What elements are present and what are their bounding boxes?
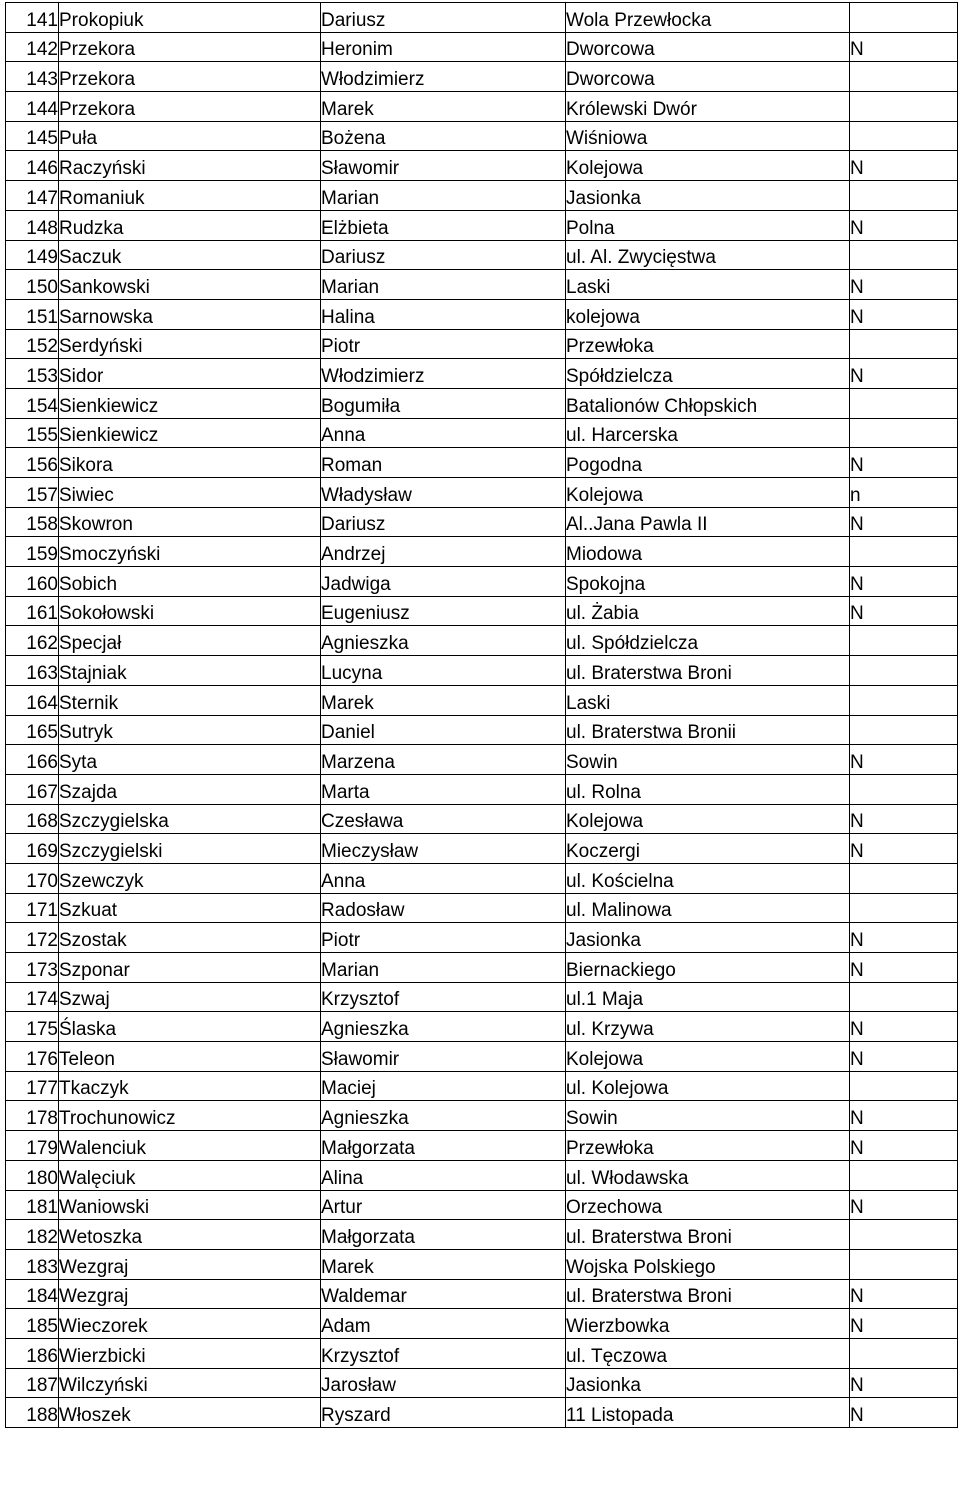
street-cell: Biernackiego	[566, 953, 850, 983]
row-number: 175	[6, 1012, 59, 1042]
row-number: 169	[6, 834, 59, 864]
flag-cell: N	[850, 834, 958, 864]
flag-cell: N	[850, 448, 958, 478]
row-number: 180	[6, 1160, 59, 1190]
row-number: 170	[6, 863, 59, 893]
first-name-cell: Marzena	[321, 745, 566, 775]
first-name-cell: Włodzimierz	[321, 359, 566, 389]
row-number: 146	[6, 151, 59, 181]
first-name-cell: Czesława	[321, 804, 566, 834]
street-cell: Sowin	[566, 1101, 850, 1131]
first-name-cell: Mieczysław	[321, 834, 566, 864]
first-name-cell: Bogumiła	[321, 388, 566, 418]
flag-cell	[850, 1071, 958, 1101]
table-row	[6, 1190, 958, 1220]
flag-cell	[850, 893, 958, 923]
first-name-cell: Krzysztof	[321, 1338, 566, 1368]
flag-cell: n	[850, 478, 958, 508]
last-name-cell: Sidor	[59, 359, 321, 389]
last-name-cell: Szajda	[59, 774, 321, 804]
row-number: 183	[6, 1249, 59, 1279]
table-row	[6, 626, 958, 656]
street-cell: Pogodna	[566, 448, 850, 478]
row-number: 148	[6, 210, 59, 240]
street-cell: ul. Braterstwa Broni	[566, 1220, 850, 1250]
first-name-cell: Radosław	[321, 893, 566, 923]
flag-cell	[850, 181, 958, 211]
street-cell: Spółdzielcza	[566, 359, 850, 389]
flag-cell	[850, 418, 958, 448]
row-number: 182	[6, 1220, 59, 1250]
street-cell: Spokojna	[566, 567, 850, 597]
flag-cell	[850, 3, 958, 33]
street-cell: Przewłoka	[566, 329, 850, 359]
first-name-cell: Maciej	[321, 1071, 566, 1101]
flag-cell: N	[850, 32, 958, 62]
street-cell: ul. Braterstwa Broni	[566, 1279, 850, 1309]
flag-cell: N	[850, 804, 958, 834]
street-cell: Kolejowa	[566, 478, 850, 508]
street-cell: ul. Harcerska	[566, 418, 850, 448]
row-number: 154	[6, 388, 59, 418]
table-row	[6, 388, 958, 418]
first-name-cell: Waldemar	[321, 1279, 566, 1309]
first-name-cell: Heronim	[321, 32, 566, 62]
table-row	[6, 329, 958, 359]
table-row	[6, 270, 958, 300]
flag-cell	[850, 863, 958, 893]
last-name-cell: Walęciuk	[59, 1160, 321, 1190]
last-name-cell: Szkuat	[59, 893, 321, 923]
street-cell: Orzechowa	[566, 1190, 850, 1220]
last-name-cell: Tkaczyk	[59, 1071, 321, 1101]
first-name-cell: Sławomir	[321, 151, 566, 181]
first-name-cell: Anna	[321, 863, 566, 893]
flag-cell	[850, 329, 958, 359]
flag-cell: N	[850, 359, 958, 389]
table-row	[6, 1071, 958, 1101]
flag-cell	[850, 982, 958, 1012]
first-name-cell: Ryszard	[321, 1398, 566, 1428]
first-name-cell: Elżbieta	[321, 210, 566, 240]
street-cell: ul.1 Maja	[566, 982, 850, 1012]
street-cell: Przewłoka	[566, 1131, 850, 1161]
last-name-cell: Szczygielska	[59, 804, 321, 834]
flag-cell: N	[850, 210, 958, 240]
first-name-cell: Daniel	[321, 715, 566, 745]
table-row	[6, 804, 958, 834]
flag-cell	[850, 388, 958, 418]
table-row	[6, 1338, 958, 1368]
table-row	[6, 448, 958, 478]
table-row	[6, 299, 958, 329]
last-name-cell: Serdyński	[59, 329, 321, 359]
last-name-cell: Wieczorek	[59, 1309, 321, 1339]
row-number: 158	[6, 507, 59, 537]
last-name-cell: Waniowski	[59, 1190, 321, 1220]
street-cell: 11 Listopada	[566, 1398, 850, 1428]
table-row	[6, 863, 958, 893]
street-cell: ul. Kolejowa	[566, 1071, 850, 1101]
first-name-cell: Włodzimierz	[321, 62, 566, 92]
street-cell: Wojska Polskiego	[566, 1249, 850, 1279]
flag-cell	[850, 715, 958, 745]
flag-cell: N	[850, 299, 958, 329]
street-cell: Sowin	[566, 745, 850, 775]
first-name-cell: Marek	[321, 92, 566, 122]
row-number: 157	[6, 478, 59, 508]
row-number: 165	[6, 715, 59, 745]
first-name-cell: Piotr	[321, 329, 566, 359]
flag-cell: N	[850, 1190, 958, 1220]
street-cell: ul. Braterstwa Broni	[566, 656, 850, 686]
street-cell: Batalionów Chłopskich	[566, 388, 850, 418]
last-name-cell: Przekora	[59, 92, 321, 122]
last-name-cell: Specjał	[59, 626, 321, 656]
roster-table	[5, 2, 958, 1428]
table-row	[6, 181, 958, 211]
table-row	[6, 537, 958, 567]
flag-cell	[850, 537, 958, 567]
flag-cell	[850, 1160, 958, 1190]
row-number: 152	[6, 329, 59, 359]
first-name-cell: Małgorzata	[321, 1131, 566, 1161]
table-row	[6, 656, 958, 686]
row-number: 179	[6, 1131, 59, 1161]
street-cell: ul. Tęczowa	[566, 1338, 850, 1368]
last-name-cell: Puła	[59, 121, 321, 151]
last-name-cell: Sikora	[59, 448, 321, 478]
street-cell: Koczergi	[566, 834, 850, 864]
last-name-cell: Romaniuk	[59, 181, 321, 211]
flag-cell: N	[850, 953, 958, 983]
row-number: 142	[6, 32, 59, 62]
row-number: 166	[6, 745, 59, 775]
row-number: 173	[6, 953, 59, 983]
first-name-cell: Lucyna	[321, 656, 566, 686]
row-number: 159	[6, 537, 59, 567]
street-cell: ul. Kościelna	[566, 863, 850, 893]
first-name-cell: Halina	[321, 299, 566, 329]
street-cell: ul. Malinowa	[566, 893, 850, 923]
last-name-cell: Trochunowicz	[59, 1101, 321, 1131]
flag-cell: N	[850, 745, 958, 775]
street-cell: ul. Al. Zwycięstwa	[566, 240, 850, 270]
row-number: 187	[6, 1368, 59, 1398]
last-name-cell: Sobich	[59, 567, 321, 597]
last-name-cell: Sutryk	[59, 715, 321, 745]
first-name-cell: Jadwiga	[321, 567, 566, 597]
table-row	[6, 1309, 958, 1339]
last-name-cell: Szponar	[59, 953, 321, 983]
flag-cell: N	[850, 1368, 958, 1398]
row-number: 155	[6, 418, 59, 448]
table-row	[6, 567, 958, 597]
last-name-cell: Prokopiuk	[59, 3, 321, 33]
row-number: 143	[6, 62, 59, 92]
street-cell: Wierzbowka	[566, 1309, 850, 1339]
last-name-cell: Szwaj	[59, 982, 321, 1012]
row-number: 171	[6, 893, 59, 923]
row-number: 176	[6, 1042, 59, 1072]
table-row	[6, 121, 958, 151]
last-name-cell: Szostak	[59, 923, 321, 953]
row-number: 162	[6, 626, 59, 656]
table-row	[6, 715, 958, 745]
row-number: 160	[6, 567, 59, 597]
first-name-cell: Agnieszka	[321, 1101, 566, 1131]
table-row	[6, 507, 958, 537]
last-name-cell: Przekora	[59, 62, 321, 92]
flag-cell: N	[850, 1398, 958, 1428]
table-row	[6, 745, 958, 775]
table-row	[6, 3, 958, 33]
last-name-cell: Stajniak	[59, 656, 321, 686]
table-row	[6, 478, 958, 508]
last-name-cell: Smoczyński	[59, 537, 321, 567]
table-row	[6, 1220, 958, 1250]
table-row	[6, 893, 958, 923]
first-name-cell: Roman	[321, 448, 566, 478]
table-row	[6, 923, 958, 953]
table-row	[6, 1368, 958, 1398]
flag-cell: N	[850, 1279, 958, 1309]
first-name-cell: Marek	[321, 1249, 566, 1279]
last-name-cell: Sokołowski	[59, 596, 321, 626]
flag-cell: N	[850, 507, 958, 537]
last-name-cell: Sienkiewicz	[59, 418, 321, 448]
row-number: 161	[6, 596, 59, 626]
last-name-cell: Wetoszka	[59, 1220, 321, 1250]
flag-cell	[850, 240, 958, 270]
first-name-cell: Dariusz	[321, 507, 566, 537]
flag-cell: N	[850, 151, 958, 181]
street-cell: Jasionka	[566, 1368, 850, 1398]
last-name-cell: Teleon	[59, 1042, 321, 1072]
flag-cell: N	[850, 270, 958, 300]
street-cell: Wola Przewłocka	[566, 3, 850, 33]
flag-cell: N	[850, 567, 958, 597]
flag-cell	[850, 62, 958, 92]
table-row	[6, 1042, 958, 1072]
street-cell: Polna	[566, 210, 850, 240]
street-cell: ul. Rolna	[566, 774, 850, 804]
table-row	[6, 1249, 958, 1279]
last-name-cell: Siwiec	[59, 478, 321, 508]
first-name-cell: Krzysztof	[321, 982, 566, 1012]
street-cell: Wiśniowa	[566, 121, 850, 151]
row-number: 147	[6, 181, 59, 211]
flag-cell	[850, 774, 958, 804]
table-row	[6, 1160, 958, 1190]
row-number: 178	[6, 1101, 59, 1131]
row-number: 145	[6, 121, 59, 151]
table-row	[6, 1012, 958, 1042]
street-cell: Al..Jana Pawla II	[566, 507, 850, 537]
row-number: 184	[6, 1279, 59, 1309]
table-row	[6, 774, 958, 804]
flag-cell	[850, 92, 958, 122]
table-row	[6, 982, 958, 1012]
street-cell: Laski	[566, 685, 850, 715]
last-name-cell: Syta	[59, 745, 321, 775]
row-number: 181	[6, 1190, 59, 1220]
first-name-cell: Bożena	[321, 121, 566, 151]
street-cell: ul. Krzywa	[566, 1012, 850, 1042]
table-row	[6, 834, 958, 864]
table-row	[6, 359, 958, 389]
table-row	[6, 685, 958, 715]
first-name-cell: Marian	[321, 953, 566, 983]
street-cell: Dworcowa	[566, 32, 850, 62]
row-number: 150	[6, 270, 59, 300]
last-name-cell: Sarnowska	[59, 299, 321, 329]
row-number: 172	[6, 923, 59, 953]
row-number: 188	[6, 1398, 59, 1428]
last-name-cell: Rudzka	[59, 210, 321, 240]
street-cell: Królewski Dwór	[566, 92, 850, 122]
last-name-cell: Szewczyk	[59, 863, 321, 893]
flag-cell: N	[850, 1101, 958, 1131]
row-number: 174	[6, 982, 59, 1012]
first-name-cell: Marian	[321, 270, 566, 300]
last-name-cell: Przekora	[59, 32, 321, 62]
first-name-cell: Alina	[321, 1160, 566, 1190]
flag-cell: N	[850, 1042, 958, 1072]
row-number: 186	[6, 1338, 59, 1368]
last-name-cell: Sankowski	[59, 270, 321, 300]
last-name-cell: Sternik	[59, 685, 321, 715]
last-name-cell: Wierzbicki	[59, 1338, 321, 1368]
flag-cell: N	[850, 1012, 958, 1042]
first-name-cell: Agnieszka	[321, 626, 566, 656]
street-cell: Kolejowa	[566, 804, 850, 834]
first-name-cell: Eugeniusz	[321, 596, 566, 626]
flag-cell	[850, 685, 958, 715]
first-name-cell: Anna	[321, 418, 566, 448]
flag-cell	[850, 656, 958, 686]
first-name-cell: Piotr	[321, 923, 566, 953]
street-cell: Jasionka	[566, 923, 850, 953]
first-name-cell: Dariusz	[321, 3, 566, 33]
first-name-cell: Andrzej	[321, 537, 566, 567]
row-number: 167	[6, 774, 59, 804]
street-cell: Miodowa	[566, 537, 850, 567]
row-number: 144	[6, 92, 59, 122]
table-row	[6, 1131, 958, 1161]
first-name-cell: Marta	[321, 774, 566, 804]
row-number: 141	[6, 3, 59, 33]
row-number: 151	[6, 299, 59, 329]
last-name-cell: Sienkiewicz	[59, 388, 321, 418]
first-name-cell: Sławomir	[321, 1042, 566, 1072]
first-name-cell: Agnieszka	[321, 1012, 566, 1042]
first-name-cell: Artur	[321, 1190, 566, 1220]
table-row	[6, 151, 958, 181]
table-row	[6, 92, 958, 122]
flag-cell	[850, 1249, 958, 1279]
last-name-cell: Walenciuk	[59, 1131, 321, 1161]
flag-cell	[850, 626, 958, 656]
street-cell: ul. Żabia	[566, 596, 850, 626]
last-name-cell: Skowron	[59, 507, 321, 537]
first-name-cell: Władysław	[321, 478, 566, 508]
flag-cell	[850, 1220, 958, 1250]
table-row	[6, 596, 958, 626]
row-number: 177	[6, 1071, 59, 1101]
roster-body	[6, 3, 958, 1428]
last-name-cell: Wezgraj	[59, 1279, 321, 1309]
last-name-cell: Ślaska	[59, 1012, 321, 1042]
street-cell: ul. Braterstwa Bronii	[566, 715, 850, 745]
last-name-cell: Włoszek	[59, 1398, 321, 1428]
first-name-cell: Adam	[321, 1309, 566, 1339]
flag-cell: N	[850, 1309, 958, 1339]
last-name-cell: Wezgraj	[59, 1249, 321, 1279]
table-row	[6, 1279, 958, 1309]
street-cell: Kolejowa	[566, 1042, 850, 1072]
row-number: 153	[6, 359, 59, 389]
table-row	[6, 240, 958, 270]
table-row	[6, 62, 958, 92]
street-cell: Jasionka	[566, 181, 850, 211]
street-cell: Laski	[566, 270, 850, 300]
first-name-cell: Marek	[321, 685, 566, 715]
row-number: 168	[6, 804, 59, 834]
flag-cell: N	[850, 596, 958, 626]
flag-cell: N	[850, 923, 958, 953]
table-row	[6, 1398, 958, 1428]
table-row	[6, 1101, 958, 1131]
table-row	[6, 32, 958, 62]
street-cell: ul. Włodawska	[566, 1160, 850, 1190]
row-number: 185	[6, 1309, 59, 1339]
row-number: 163	[6, 656, 59, 686]
street-cell: kolejowa	[566, 299, 850, 329]
last-name-cell: Wilczyński	[59, 1368, 321, 1398]
first-name-cell: Małgorzata	[321, 1220, 566, 1250]
table-row	[6, 210, 958, 240]
street-cell: ul. Spółdzielcza	[566, 626, 850, 656]
street-cell: Kolejowa	[566, 151, 850, 181]
first-name-cell: Jarosław	[321, 1368, 566, 1398]
flag-cell: N	[850, 1131, 958, 1161]
flag-cell	[850, 121, 958, 151]
last-name-cell: Saczuk	[59, 240, 321, 270]
row-number: 164	[6, 685, 59, 715]
table-row	[6, 953, 958, 983]
first-name-cell: Marian	[321, 181, 566, 211]
street-cell: Dworcowa	[566, 62, 850, 92]
flag-cell	[850, 1338, 958, 1368]
last-name-cell: Raczyński	[59, 151, 321, 181]
row-number: 149	[6, 240, 59, 270]
table-row	[6, 418, 958, 448]
first-name-cell: Dariusz	[321, 240, 566, 270]
last-name-cell: Szczygielski	[59, 834, 321, 864]
row-number: 156	[6, 448, 59, 478]
